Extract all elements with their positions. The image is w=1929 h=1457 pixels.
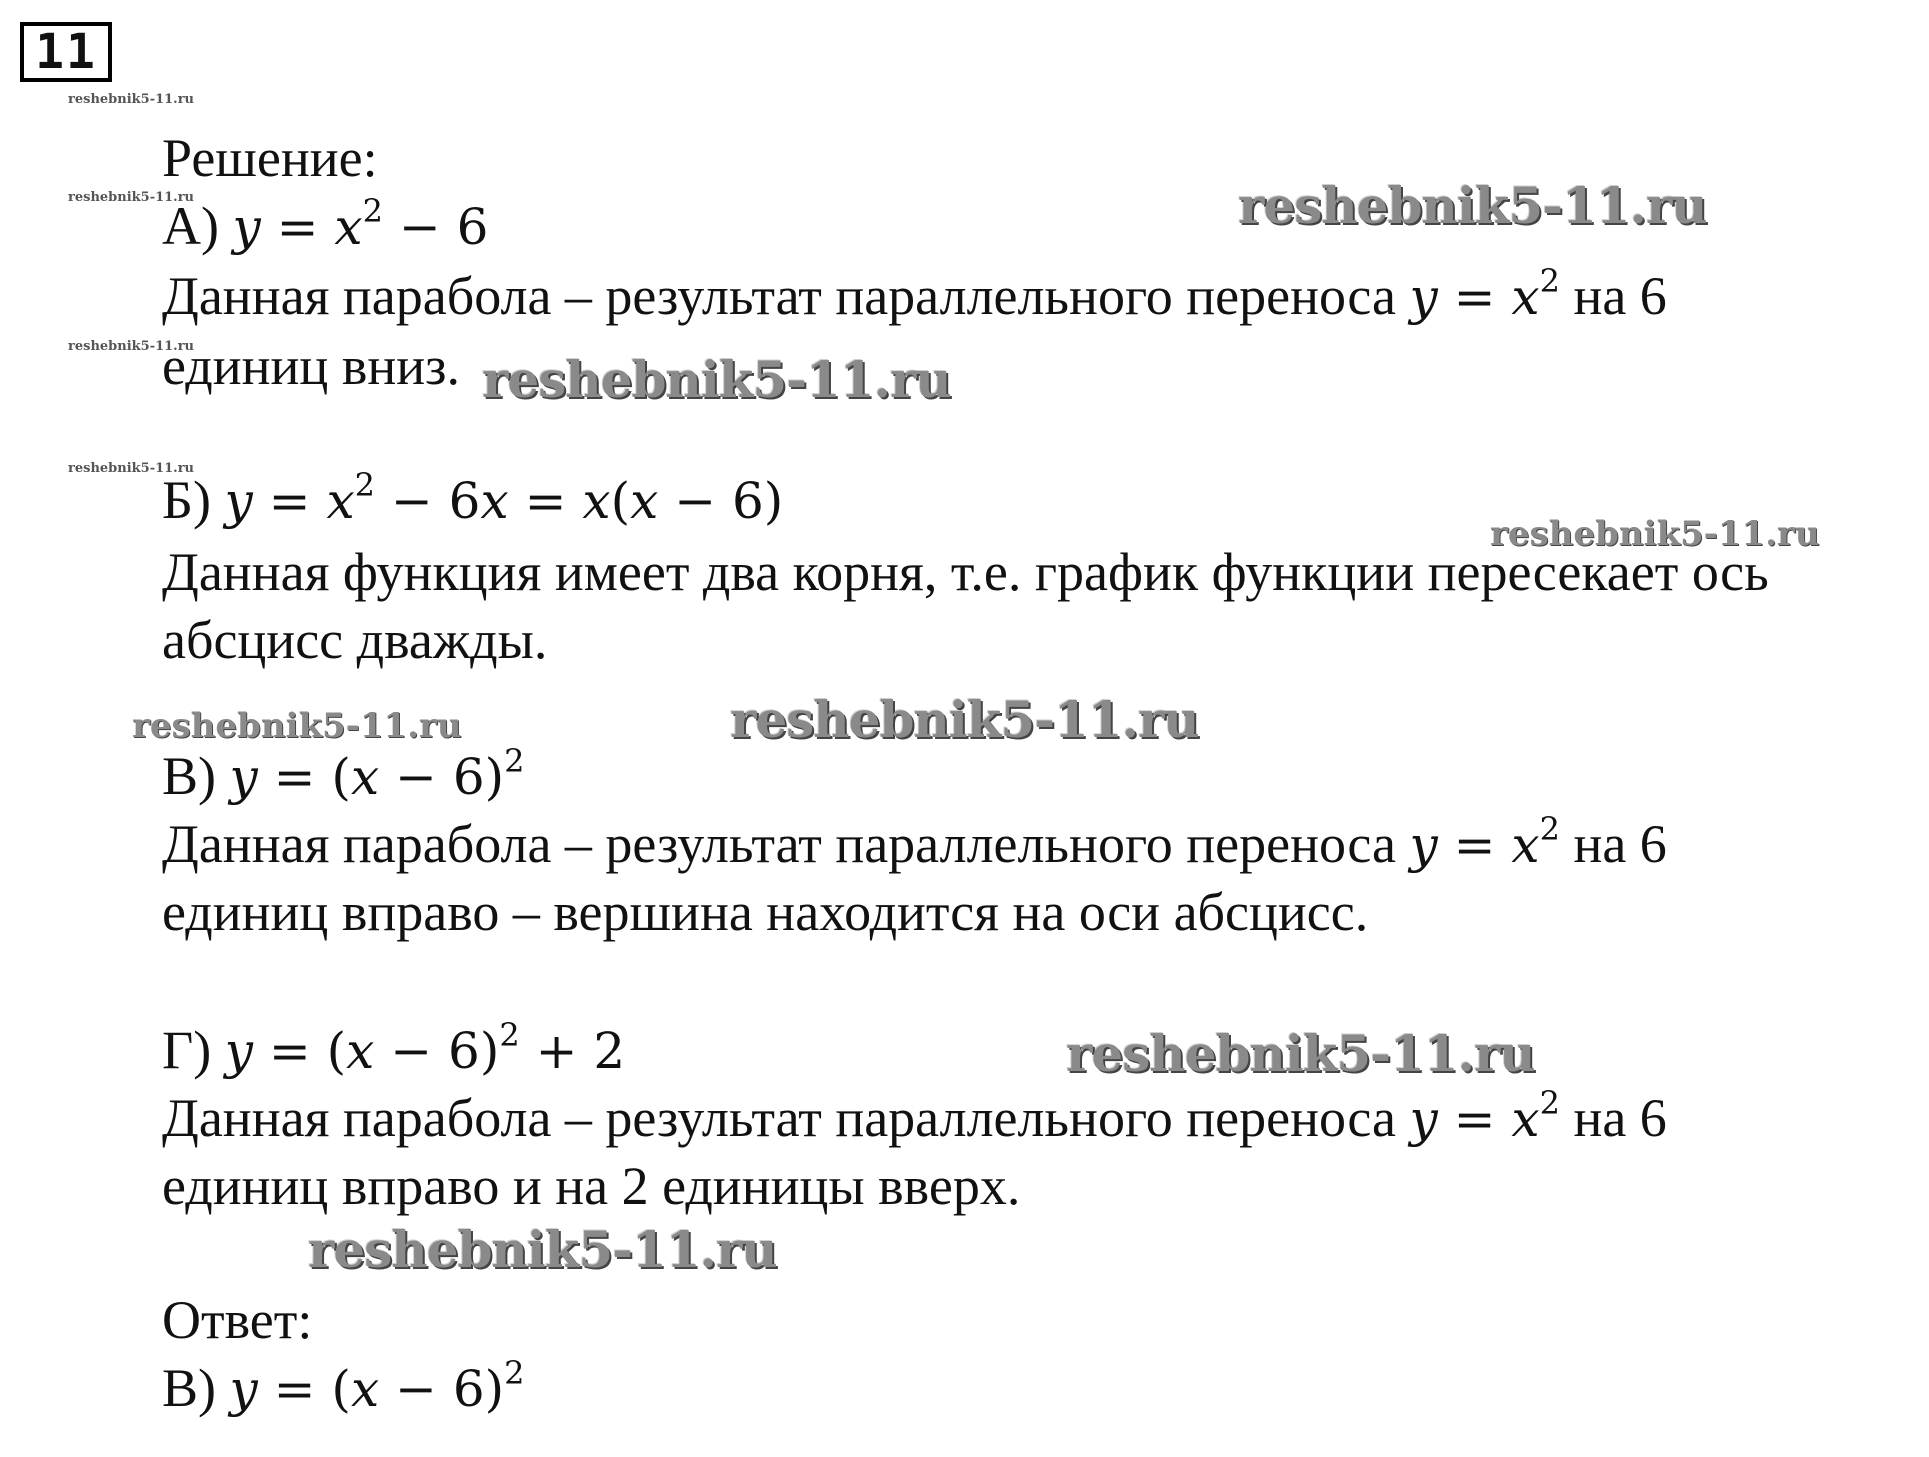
part-a-equation [162, 192, 489, 257]
part-v-formula: $y = (x - 6)^2$ [229, 742, 525, 806]
part-v-equation [162, 742, 525, 807]
part-v-text-1: Данная парабола – результат параллельного переноса $y = x^2$ на 6 [162, 810, 1667, 874]
part-b-text-1: Данная функция имеет два корня, т.е. график функции пересекает ось [162, 542, 1769, 602]
base-parabola-formula: $y = x^2$ [1409, 262, 1560, 326]
watermark-small: reshebnik5-11.ru [68, 190, 195, 205]
watermark-medium: reshebnik5-11.ru [1490, 514, 1820, 554]
answer-label: Ответ: [162, 1290, 313, 1350]
watermark-small: reshebnik5-11.ru [68, 339, 195, 354]
watermark-large: reshebnik5-11.ru [308, 1220, 777, 1279]
watermark-small: reshebnik5-11.ru [68, 92, 195, 107]
part-b-formula: $y = x^2 - 6x = x(x - 6)$ [224, 466, 784, 530]
part-g-text-2: единиц вправо и на 2 единицы вверх. [162, 1156, 1021, 1216]
part-a-text-2: единиц вниз. [162, 336, 460, 396]
answer-equation [162, 1354, 525, 1419]
solution-label: Решение: [162, 128, 378, 188]
answer-part-label: В) [162, 1358, 216, 1418]
watermark-large: reshebnik5-11.ru [1066, 1024, 1535, 1083]
base-parabola-formula: $y = x^2$ [1409, 810, 1560, 874]
part-g-label: Г) [162, 1020, 212, 1080]
part-v-label: В) [162, 746, 216, 806]
watermark-small: reshebnik5-11.ru [68, 461, 195, 476]
base-parabola-formula: $y = x^2$ [1409, 1084, 1560, 1148]
watermark-large: reshebnik5-11.ru [1238, 176, 1707, 235]
watermark-medium: reshebnik5-11.ru [132, 706, 462, 746]
answer-formula: $y = (x - 6)^2$ [229, 1354, 525, 1418]
part-v-text-2: единиц вправо – вершина находится на оси абсцисс. [162, 882, 1369, 942]
part-a-text-1: Данная парабола – результат параллельного переноса $y = x^2$ на 6 [162, 262, 1667, 326]
part-a-label: А) [162, 196, 219, 256]
part-g-equation [162, 1016, 626, 1081]
problem-number: 11 [20, 22, 112, 82]
watermark-large: reshebnik5-11.ru [730, 690, 1199, 749]
watermark-large: reshebnik5-11.ru [482, 350, 951, 409]
part-b-label: Б) [162, 470, 211, 530]
part-b-equation [162, 466, 784, 531]
part-g-formula: $y = (x - 6)^2 + 2$ [224, 1016, 626, 1080]
part-a-formula: $y = x^2 - 6$ [232, 192, 489, 256]
part-b-text-2: абсцисс дважды. [162, 610, 548, 670]
part-g-text-1: Данная парабола – результат параллельного переноса $y = x^2$ на 6 [162, 1084, 1667, 1148]
